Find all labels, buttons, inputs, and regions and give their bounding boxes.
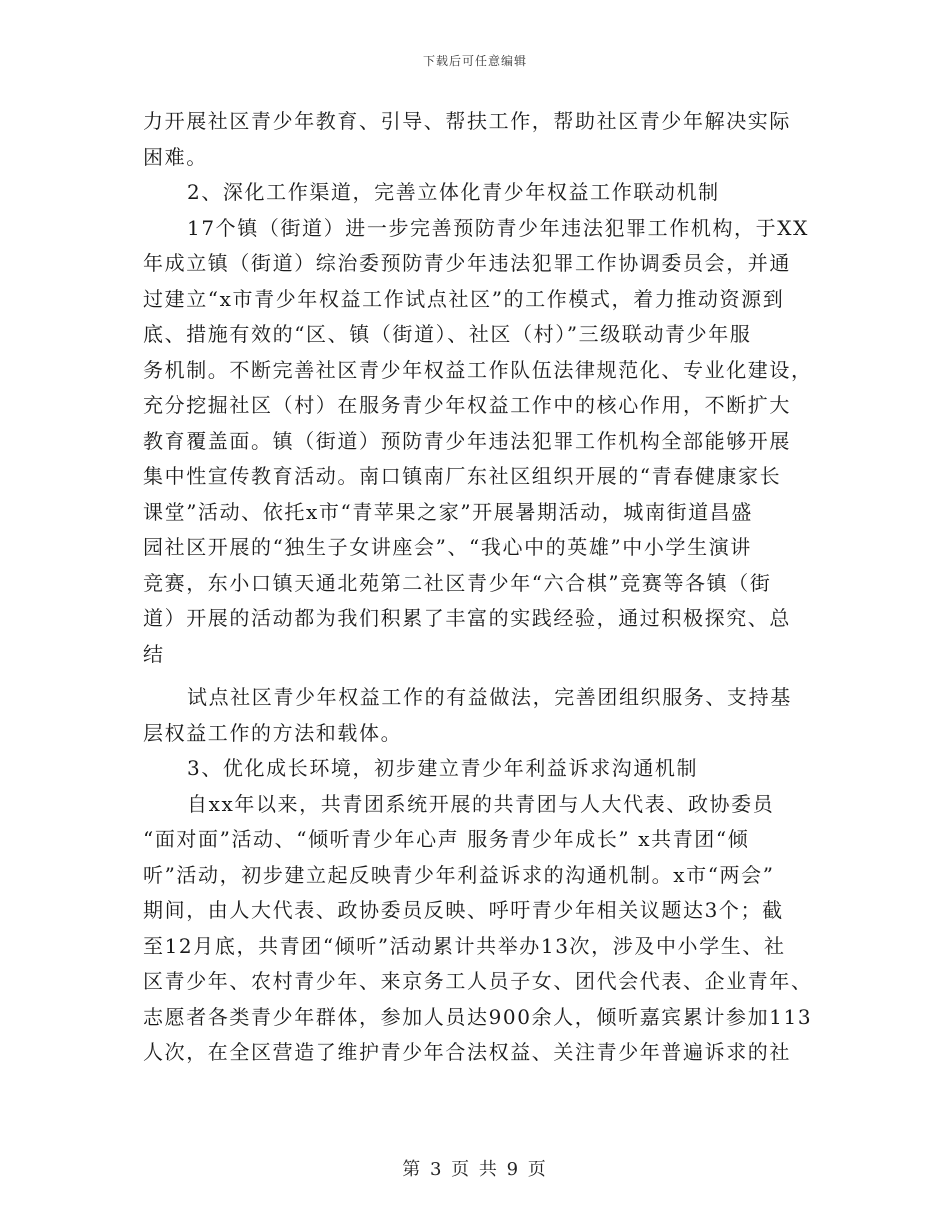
text-line: 困难。: [143, 144, 208, 169]
text-line: 2、深化工作渠道，完善立体化青少年权益工作联动机制: [187, 180, 720, 204]
text-line: 层权益工作的方法和载体。: [143, 720, 403, 745]
text-line: 听”活动，初步建立起反映青少年利益诉求的沟通机制。x市“两会”: [143, 862, 775, 887]
page-footer: 第 3 页 共 9 页: [402, 1159, 548, 1180]
text-line: “面对面”活动、“倾听青少年心声 服务青少年成长” x共青团“倾: [143, 827, 750, 851]
text-line: 道）开展的活动都为我们积累了丰富的实践经验，通过积极探究、总: [143, 606, 791, 630]
text-line: 务机制。不断完善社区青少年权益工作队伍法律规范化、专业化建设，: [143, 357, 813, 382]
text-line: 底、措施有效的“区、镇（街道）、社区（村）”三级联动青少年服: [143, 322, 752, 346]
text-line: 至12月底，共青团“倾听”活动累计共举办13次，涉及中小学生、社: [143, 933, 786, 958]
text-line: 充分挖掘社区（村）在服务青少年权益工作中的核心作用，不断扩大: [143, 393, 791, 417]
text-line: 结: [143, 641, 165, 666]
text-line: 过建立“x市青少年权益工作试点社区”的工作模式，着力推动资源到: [143, 286, 785, 311]
text-line: 期间，由人大代表、政协委员反映、呼吁青少年相关议题达3个；截: [143, 898, 784, 922]
text-line: 人次，在全区营造了维护青少年合法权益、关注青少年普遍诉求的社: [143, 1040, 791, 1064]
text-line: 集中性宣传教育活动。南口镇南厂东社区组织开展的“青春健康家长: [143, 464, 782, 488]
text-line: 志愿者各类青少年群体，参加人员达900余人，倾听嘉宾累计参加113: [143, 1004, 813, 1029]
text-line: 课堂”活动、依托x市“青苹果之家”开展暑期活动，城南街道昌盛: [143, 499, 753, 524]
text-line: 园社区开展的“独生子女讲座会”、“我心中的英雄”中小学生演讲: [143, 535, 752, 559]
header-note: 下载后可任意编辑: [422, 54, 527, 68]
text-line: 年成立镇（街道）综治委预防青少年违法犯罪工作协调委员会，并通: [143, 251, 791, 275]
text-line: 区青少年、农村青少年、来京务工人员子女、团代会代表、企业青年、: [143, 969, 813, 993]
text-line: 自xx年以来，共青团系统开展的共青团与人大代表、政协委员: [187, 791, 775, 816]
text-line: 17个镇（街道）进一步完善预防青少年违法犯罪工作机构，于XX: [187, 215, 809, 240]
text-line: 试点社区青少年权益工作的有益做法，完善团组织服务、支持基: [187, 685, 792, 709]
text-line: 教育覆盖面。镇（街道）预防青少年违法犯罪工作机构全部能够开展: [143, 428, 791, 453]
text-line: 3、优化成长环境，初步建立青少年利益诉求沟通机制: [187, 756, 699, 780]
text-line: 竞赛，东小口镇天通北苑第二社区青少年“六合棋”竞赛等各镇（街: [143, 570, 772, 595]
text-line: 力开展社区青少年教育、引导、帮扶工作，帮助社区青少年解决实际: [143, 109, 791, 133]
document-body: [143, 104, 813, 1071]
